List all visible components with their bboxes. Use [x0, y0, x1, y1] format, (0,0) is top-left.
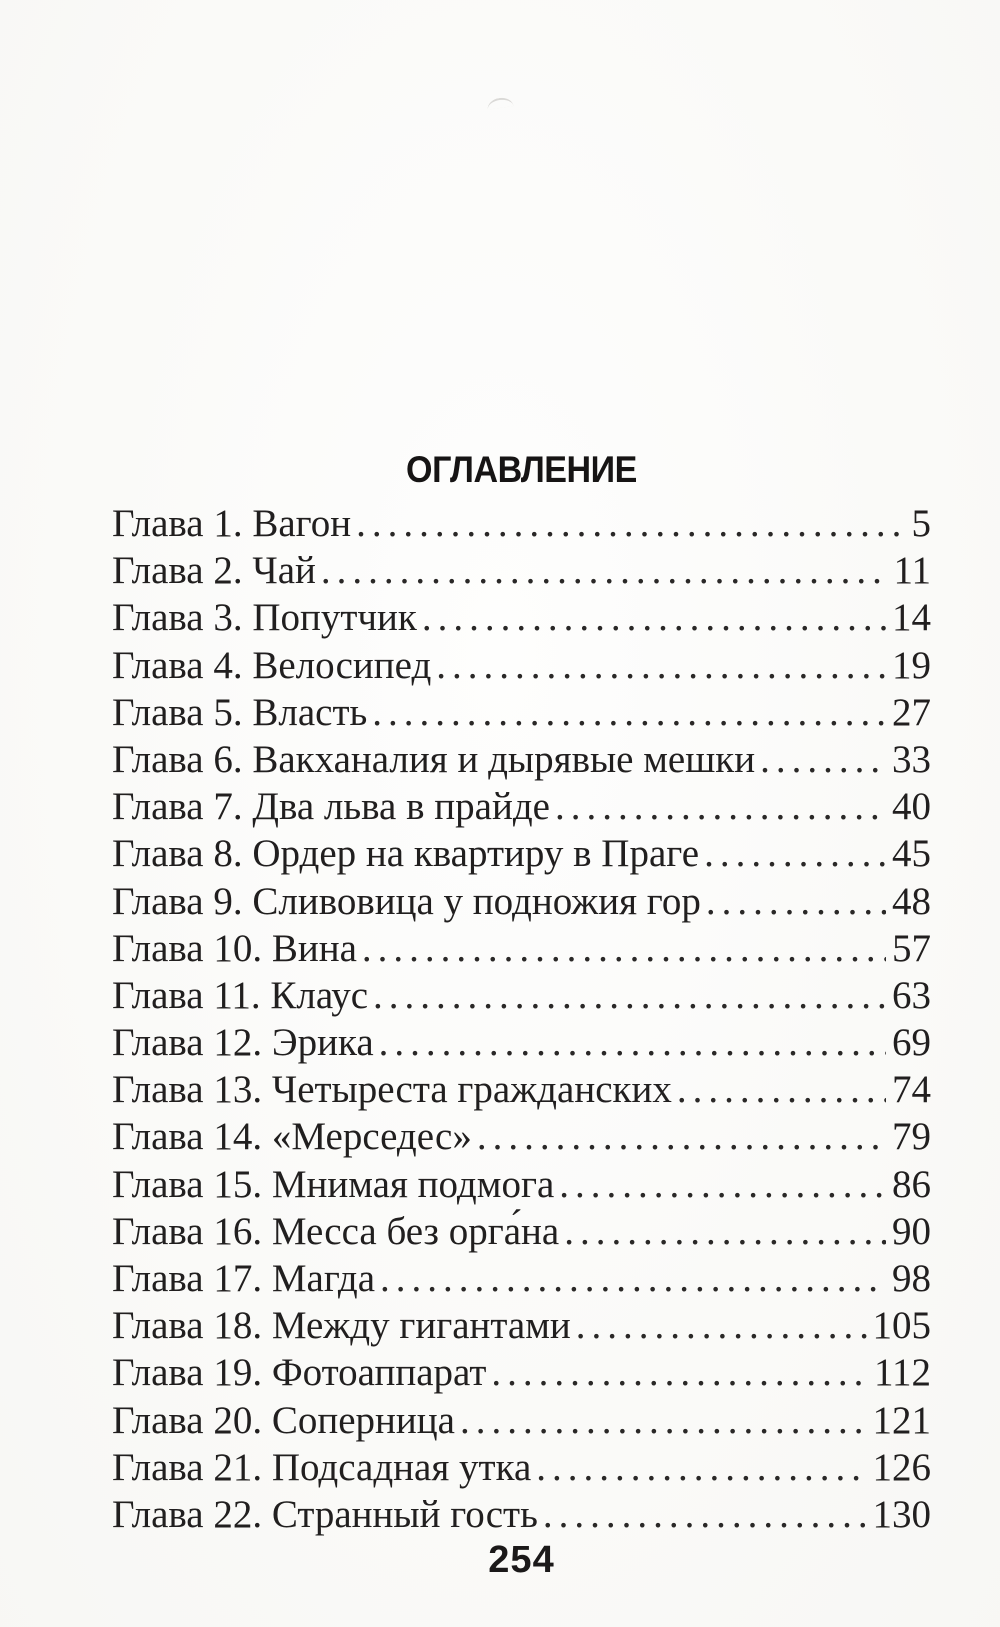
- toc-entry: [112, 736, 931, 783]
- scan-artifact: [486, 96, 513, 110]
- toc-entry-page: 27: [892, 690, 931, 734]
- toc-entry: [112, 783, 931, 830]
- toc-entry-page: 40: [892, 785, 931, 829]
- dot-leader: [701, 878, 886, 925]
- toc-entry-page: 90: [892, 1209, 931, 1253]
- toc-entry: [112, 547, 931, 594]
- toc-entry: [112, 689, 931, 736]
- dot-leader: [455, 1397, 867, 1444]
- toc-entry: [112, 1491, 931, 1538]
- toc-entry: [112, 1113, 931, 1160]
- toc-entry: [112, 642, 931, 689]
- dot-leader: [472, 1113, 886, 1160]
- toc-entry-page: 98: [892, 1257, 931, 1300]
- toc-entry: [112, 594, 931, 641]
- toc-entry-label: Глава 19. Фотоаппарат: [112, 1351, 487, 1395]
- dot-leader: [699, 830, 886, 877]
- dot-leader: [571, 1302, 867, 1349]
- toc-entry-label: Глава 1. Вагон: [112, 502, 352, 545]
- toc-entry: [112, 830, 931, 877]
- toc-entry-label: Глава 9. Сливовица у подножия гор: [112, 879, 701, 923]
- toc-entry: [112, 1161, 931, 1208]
- toc-entry-page: 69: [892, 1021, 931, 1065]
- dot-leader: [486, 1349, 868, 1396]
- dot-leader: [554, 1161, 886, 1208]
- toc-entry: [112, 1397, 931, 1444]
- toc-entry-label: Глава 17. Магда: [112, 1257, 376, 1300]
- toc-entry: [112, 1302, 931, 1349]
- toc-entry-label: Глава 20. Соперница: [112, 1398, 455, 1442]
- toc-entry-label: Глава 22. Странный гость: [112, 1492, 538, 1536]
- toc-entry-label: Глава 3. Попутчик: [112, 596, 417, 640]
- toc-entry-page: 19: [892, 643, 931, 687]
- toc-entry-page: 63: [892, 973, 931, 1017]
- toc-entry: [112, 1066, 931, 1113]
- toc-entry-label: Глава 18. Между гигантами: [112, 1304, 571, 1348]
- dot-leader: [357, 925, 886, 972]
- toc-entry-page: 126: [872, 1445, 931, 1489]
- toc-entry: [112, 972, 931, 1019]
- toc-entry-page: 112: [873, 1351, 931, 1395]
- dot-leader: [550, 783, 886, 830]
- dot-leader: [316, 547, 888, 594]
- dot-leader: [374, 1019, 886, 1066]
- dot-leader: [672, 1066, 886, 1113]
- toc-entry-label: Глава 12. Эрика: [112, 1021, 374, 1065]
- toc-entry-page: 57: [892, 926, 931, 970]
- dot-leader: [431, 642, 886, 689]
- toc-entry-label: Глава 16. Месса без орга́на: [112, 1209, 560, 1253]
- dot-leader: [538, 1491, 867, 1538]
- toc-entry-page: 48: [892, 879, 931, 923]
- dot-leader: [351, 500, 905, 547]
- toc-entry-label: Глава 8. Ордер на квартиру в Праге: [112, 832, 700, 876]
- page-number: 254: [488, 1539, 555, 1581]
- toc-entry-page: 5: [911, 502, 931, 545]
- toc-entry: [112, 1255, 931, 1302]
- toc-entry-page: 79: [892, 1115, 931, 1159]
- toc-entry: [112, 1208, 931, 1255]
- toc-entry-label: Глава 6. Вакханалия и дырявые мешки: [112, 737, 756, 781]
- toc-entry-page: 33: [892, 737, 931, 781]
- dot-leader: [367, 689, 886, 736]
- toc-entry-page: 74: [892, 1068, 931, 1112]
- toc-entry: [112, 1019, 931, 1066]
- toc-entry-label: Глава 21. Подсадная утка: [112, 1445, 532, 1489]
- toc-entry-page: 105: [872, 1304, 931, 1348]
- dot-leader: [375, 1255, 886, 1302]
- dot-leader: [368, 972, 886, 1019]
- toc-entry-label: Глава 11. Клаус: [112, 973, 369, 1017]
- dot-leader: [559, 1208, 886, 1255]
- toc-entry-label: Глава 14. «Мерседес»: [112, 1115, 472, 1159]
- toc-entry: [112, 878, 931, 925]
- toc-entry-page: 11: [893, 549, 931, 593]
- toc-entry-page: 86: [892, 1162, 931, 1206]
- dot-leader: [755, 736, 886, 783]
- toc-entry-label: Глава 2. Чай: [112, 549, 316, 593]
- toc-entry-label: Глава 7. Два льва в прайде: [112, 785, 550, 829]
- toc-entry-label: Глава 15. Мнимая подмога: [112, 1162, 555, 1206]
- toc-entry: [112, 1444, 931, 1491]
- toc-entry: [112, 925, 931, 972]
- toc-entry-label: Глава 4. Велосипед: [112, 643, 432, 687]
- dot-leader: [417, 594, 886, 641]
- toc-entry-page: 130: [872, 1492, 931, 1536]
- toc-entry-page: 14: [892, 596, 931, 640]
- toc-entry-page: 121: [872, 1398, 931, 1442]
- page-title: ОГЛАВЛЕНИЕ: [406, 448, 637, 490]
- toc-entry-label: Глава 13. Четыреста гражданских: [112, 1068, 672, 1112]
- table-of-contents: [112, 500, 931, 1538]
- toc-entry-page: 45: [892, 832, 931, 876]
- toc-entry: [112, 1349, 931, 1396]
- toc-entry-label: Глава 10. Вина: [112, 926, 357, 970]
- toc-entry-label: Глава 5. Власть: [112, 690, 368, 734]
- dot-leader: [531, 1444, 866, 1491]
- toc-entry: [112, 500, 931, 547]
